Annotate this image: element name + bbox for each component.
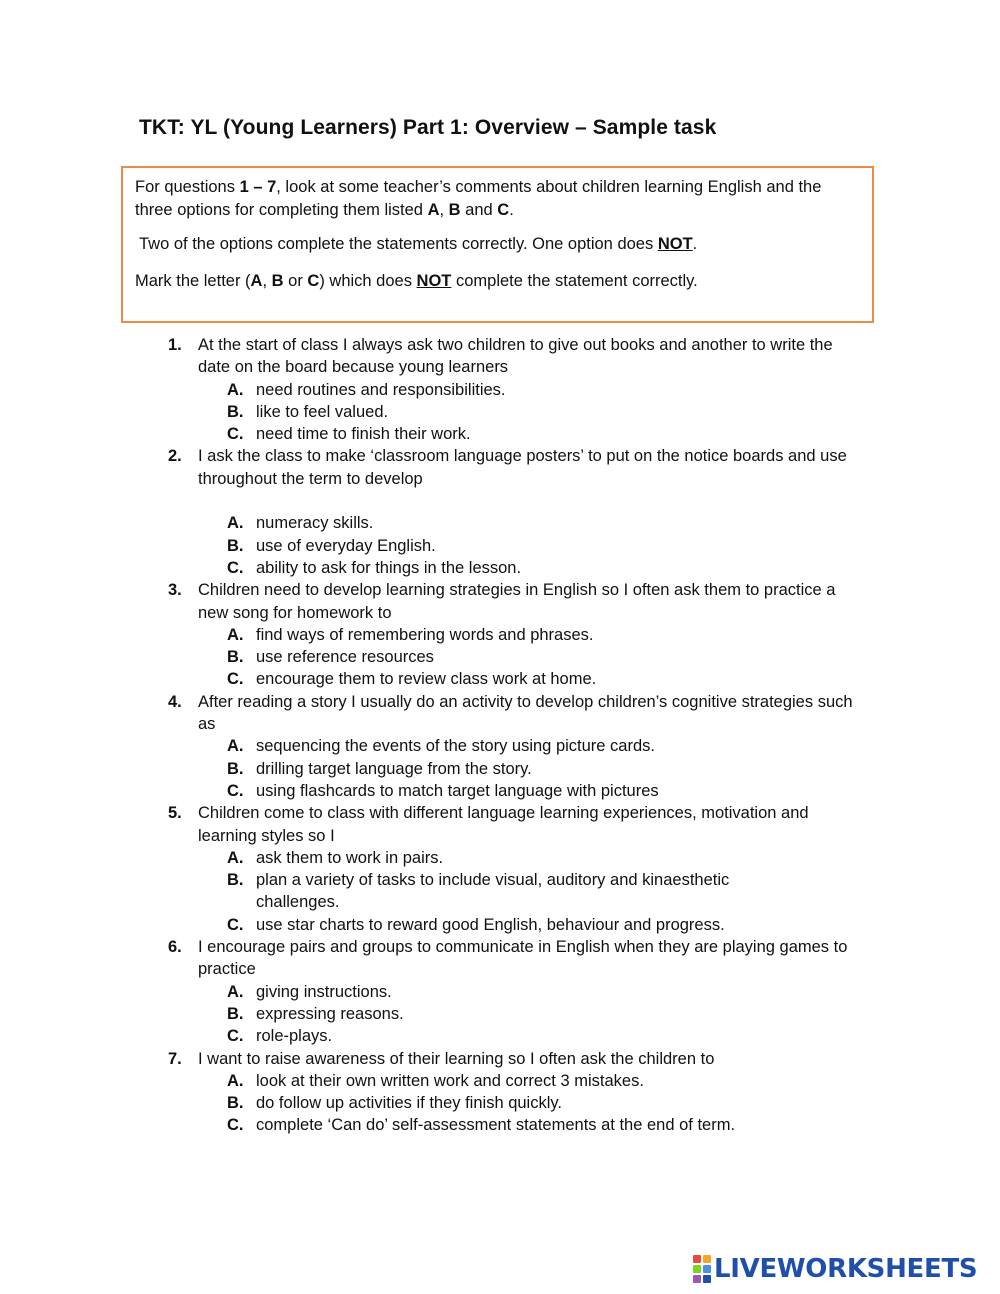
option-text: ability to ask for things in the lesson. bbox=[256, 558, 522, 577]
logo-block bbox=[693, 1275, 701, 1283]
option-text: expressing reasons. bbox=[256, 1004, 404, 1023]
question-7 bbox=[0, 1048, 868, 1070]
option-letter: C. bbox=[227, 781, 244, 800]
option-4c[interactable] bbox=[0, 780, 796, 802]
option-text: numeracy skills. bbox=[256, 514, 374, 533]
instr-not: NOT bbox=[416, 271, 452, 290]
option-text: encourage them to review class work at home. bbox=[256, 670, 597, 689]
instr-letter-c: C bbox=[307, 271, 320, 290]
option-text: use star charts to reward good English, behaviour and progress. bbox=[256, 915, 725, 934]
option-2a[interactable] bbox=[0, 512, 796, 534]
question-number: 7. bbox=[168, 1049, 182, 1068]
question-text: I encourage pairs and groups to communicate in English when they are playing games to practice bbox=[198, 938, 848, 979]
instr-letter-b: B bbox=[448, 200, 461, 219]
option-letter: C. bbox=[227, 915, 244, 934]
instr-text: , bbox=[262, 271, 272, 290]
option-1a[interactable] bbox=[0, 379, 796, 401]
option-6a[interactable] bbox=[0, 981, 796, 1003]
option-text: complete ‘Can do’ self-assessment statements at the end of term. bbox=[256, 1116, 736, 1135]
instr-letter-a: A bbox=[427, 200, 440, 219]
option-text: like to feel valued. bbox=[256, 402, 389, 421]
option-text: do follow up activities if they finish quickly. bbox=[256, 1094, 562, 1113]
question-6 bbox=[0, 936, 868, 981]
instr-letter-a: A bbox=[250, 271, 263, 290]
option-3a[interactable] bbox=[0, 624, 796, 646]
option-7c[interactable] bbox=[0, 1114, 796, 1136]
option-3b[interactable] bbox=[0, 646, 796, 668]
option-2b[interactable] bbox=[0, 535, 796, 557]
question-5 bbox=[0, 802, 868, 847]
instr-letter-c: C bbox=[497, 200, 510, 219]
option-text: drilling target language from the story. bbox=[256, 759, 532, 778]
question-text: I ask the class to make ‘classroom language posters’ to put on the notice boards and use throughout the term to develop bbox=[198, 447, 847, 488]
instructions-paragraph-3 bbox=[135, 270, 862, 293]
option-6b[interactable] bbox=[0, 1003, 796, 1025]
option-letter: A. bbox=[227, 848, 244, 867]
question-1 bbox=[0, 334, 868, 379]
page-title: TKT: YL (Young Learners) Part 1: Overview – Sample task bbox=[139, 116, 717, 139]
option-7a[interactable] bbox=[0, 1070, 796, 1092]
instr-text: and bbox=[460, 200, 498, 219]
option-3c[interactable] bbox=[0, 668, 796, 690]
option-letter: B. bbox=[227, 759, 244, 778]
question-number: 5. bbox=[168, 804, 182, 823]
option-1c[interactable] bbox=[0, 423, 796, 445]
instr-letter-b: B bbox=[271, 271, 284, 290]
option-7b[interactable] bbox=[0, 1092, 796, 1114]
logo-block bbox=[693, 1265, 701, 1273]
option-text: giving instructions. bbox=[256, 982, 392, 1001]
option-letter: A. bbox=[227, 380, 244, 399]
option-letter: C. bbox=[227, 558, 244, 577]
option-text: use of everyday English. bbox=[256, 536, 436, 555]
option-letter: C. bbox=[227, 425, 244, 444]
question-2 bbox=[0, 445, 868, 490]
logo-block bbox=[693, 1255, 701, 1263]
question-number: 2. bbox=[168, 447, 182, 466]
logo-block bbox=[703, 1265, 711, 1273]
instructions-paragraph-1 bbox=[135, 176, 862, 221]
question-number: 3. bbox=[168, 581, 182, 600]
logo-text: LIVEWORKSHEETS bbox=[714, 1254, 978, 1284]
instr-text: ) which does bbox=[319, 271, 417, 290]
question-text: After reading a story I usually do an activity to develop children’s cognitive strategies such as bbox=[198, 692, 853, 734]
option-text: role-plays. bbox=[256, 1027, 333, 1046]
question-3 bbox=[0, 579, 868, 624]
option-letter: A. bbox=[227, 982, 244, 1001]
liveworksheets-logo[interactable] bbox=[693, 1253, 977, 1285]
question-number: 4. bbox=[168, 692, 182, 711]
instr-not: NOT bbox=[657, 235, 693, 253]
instructions-box bbox=[121, 166, 874, 323]
question-text: Children need to develop learning strategies in English so I often ask them to practice a new song for homework to bbox=[198, 581, 836, 622]
option-letter: A. bbox=[227, 625, 244, 644]
option-letter: B. bbox=[227, 536, 244, 555]
option-2c[interactable] bbox=[0, 557, 796, 579]
option-1b[interactable] bbox=[0, 401, 796, 423]
option-text: need time to finish their work. bbox=[256, 425, 471, 444]
option-letter: A. bbox=[227, 737, 244, 756]
instr-range: 1 – 7 bbox=[239, 178, 277, 196]
option-letter: B. bbox=[227, 871, 244, 890]
option-4a[interactable] bbox=[0, 735, 796, 757]
question-text: Children come to class with different language learning experiences, motivation and learning styles so I bbox=[198, 804, 809, 845]
option-5a[interactable] bbox=[0, 847, 796, 869]
option-text: using flashcards to match target language with pictures bbox=[256, 781, 659, 800]
question-text: At the start of class I always ask two children to give out books and another to write the date on the board because young learners bbox=[198, 336, 833, 377]
instructions-paragraph-2 bbox=[135, 233, 862, 256]
option-text: need routines and responsibilities. bbox=[256, 380, 506, 399]
option-text: plan a variety of tasks to include visual, auditory and kinaesthetic challenges. bbox=[256, 871, 730, 912]
option-text: ask them to work in pairs. bbox=[256, 848, 444, 867]
instr-text: For questions bbox=[135, 178, 240, 196]
option-letter: A. bbox=[227, 1071, 244, 1090]
option-text: sequencing the events of the story using picture cards. bbox=[256, 737, 655, 756]
option-letter: B. bbox=[227, 1004, 244, 1023]
instr-text: . bbox=[692, 235, 698, 253]
option-letter: C. bbox=[227, 670, 244, 689]
instr-text: Two of the options complete the statements correctly. One option does bbox=[139, 235, 658, 253]
option-letter: B. bbox=[227, 648, 244, 667]
option-letter: A. bbox=[227, 514, 244, 533]
liveworksheets-icon bbox=[693, 1255, 711, 1283]
option-6c[interactable] bbox=[0, 1025, 796, 1047]
instr-text: , look at some teacher’s comments about children learning English and the three options for completing them listed bbox=[135, 178, 822, 219]
option-letter: B. bbox=[227, 402, 244, 421]
instr-text: , bbox=[439, 200, 449, 219]
option-5c[interactable] bbox=[0, 914, 796, 936]
option-5b[interactable] bbox=[0, 869, 796, 914]
question-4 bbox=[0, 691, 868, 736]
option-text: find ways of remembering words and phrases. bbox=[256, 625, 594, 644]
instr-text: Mark the letter ( bbox=[135, 271, 251, 290]
logo-block bbox=[703, 1275, 711, 1283]
question-number: 1. bbox=[168, 336, 182, 354]
option-text: use reference resources bbox=[256, 648, 434, 667]
question-text: I want to raise awareness of their learning so I often ask the children to bbox=[198, 1049, 715, 1068]
question-number: 6. bbox=[168, 938, 182, 957]
option-text: look at their own written work and correct 3 mistakes. bbox=[256, 1071, 644, 1090]
instr-text: complete the statement correctly. bbox=[451, 271, 698, 290]
option-letter: C. bbox=[227, 1116, 244, 1135]
option-letter: C. bbox=[227, 1027, 244, 1046]
instr-text: . bbox=[509, 200, 514, 219]
option-4b[interactable] bbox=[0, 758, 796, 780]
option-letter: B. bbox=[227, 1094, 244, 1113]
instr-text: or bbox=[283, 271, 308, 290]
question-list bbox=[0, 334, 1000, 1137]
blank-line bbox=[0, 490, 1000, 512]
logo-block bbox=[703, 1255, 711, 1263]
